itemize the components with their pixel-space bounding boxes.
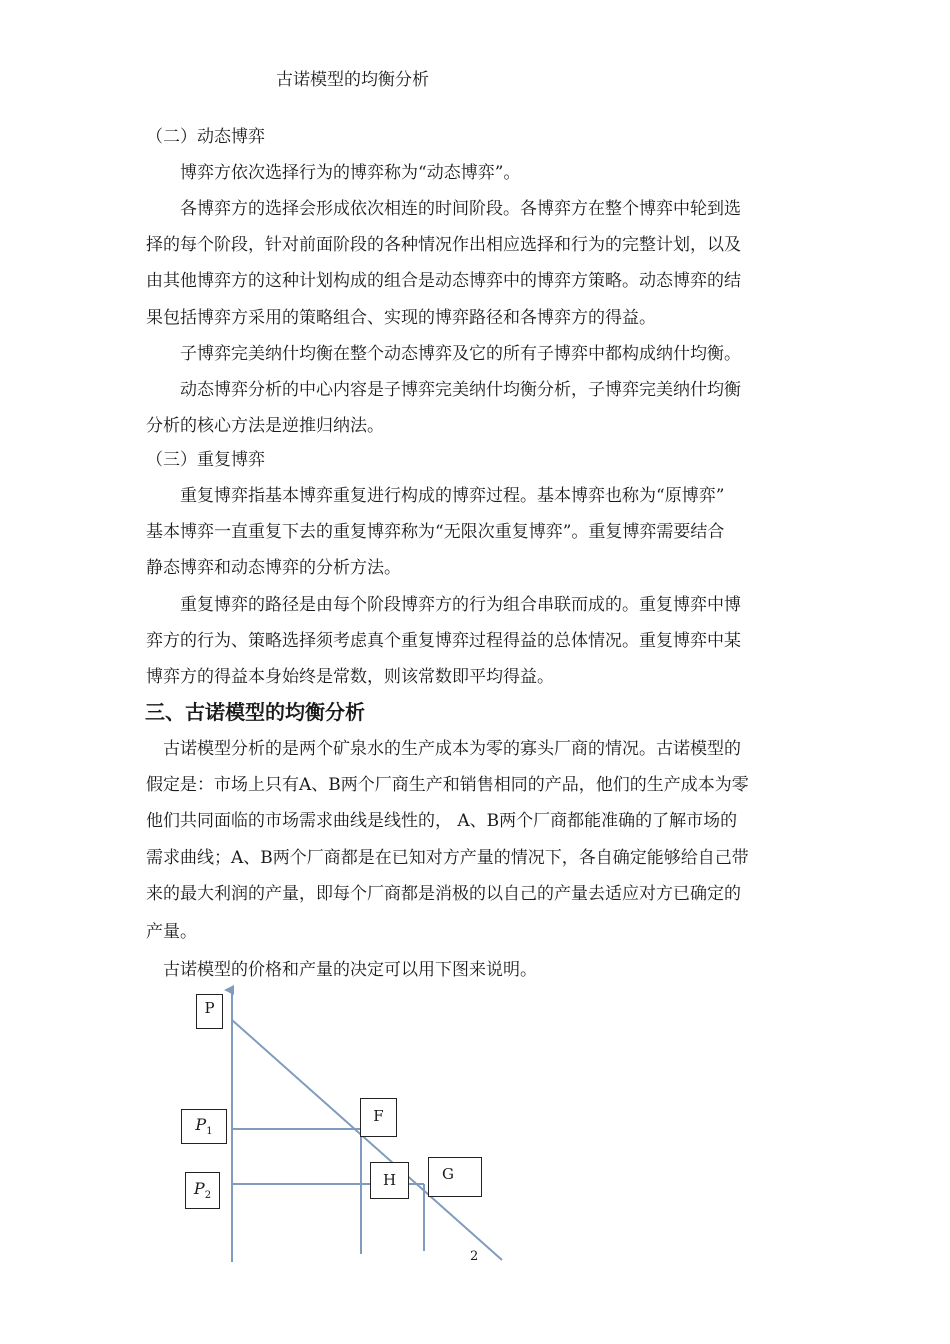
paragraph-line: 产量。 — [146, 922, 197, 942]
paragraph-line: 择的每个阶段，针对前面阶段的各种情况作出相应选择和行为的完整计划，以及 — [146, 235, 741, 255]
paragraph-line: 假定是：市场上只有A、B两个厂商生产和销售相同的产品，他们的生产成本为零 — [146, 775, 749, 795]
demand-curve — [232, 1020, 502, 1260]
point-h-label-box — [370, 1162, 409, 1199]
price-axis-label-box — [196, 994, 223, 1029]
paragraph-line: 博弈方的得益本身始终是常数，则该常数即平均得益。 — [146, 667, 554, 687]
p1-label: P — [195, 1115, 207, 1134]
point-g-label: G — [442, 1165, 454, 1183]
paragraph-line: 重复博弈的路径是由每个阶段博弈方的行为组合串联而成的。重复博弈中博 — [146, 595, 741, 615]
p1-subscript: 1 — [206, 1126, 213, 1137]
p1-label-box — [181, 1109, 227, 1144]
point-f-label-box — [360, 1098, 397, 1137]
paragraph-line: 由其他博弈方的这种计划构成的组合是动态博弈中的博弈方策略。动态博弈的结 — [146, 271, 741, 291]
paragraph-line: 重复博弈指基本博弈重复进行构成的博弈过程。基本博弈也称为“原博弈” — [146, 486, 725, 506]
subheading-repeated-game: （三）重复博弈 — [146, 450, 265, 470]
page-number: 2 — [470, 1249, 479, 1264]
paragraph-line: 古诺模型的价格和产量的决定可以用下图来说明。 — [146, 960, 537, 980]
p2-subscript: 2 — [204, 1190, 212, 1201]
p2-label-box — [185, 1172, 220, 1209]
paragraph-line: 他们共同面临的市场需求曲线是线性的， A、B两个厂商都能准确的了解市场的 — [146, 811, 738, 831]
paragraph-line: 需求曲线；A、B两个厂商都是在已知对方产量的情况下，各自确定能够给自己带 — [146, 848, 749, 868]
paragraph-line: 果包括博弈方采用的策略组合、实现的博弈路径和各博弈方的得益。 — [146, 308, 656, 328]
p2-label: P — [193, 1179, 205, 1198]
paragraph-line: 动态博弈分析的中心内容是子博弈完美纳什均衡分析，子博弈完美纳什均衡 — [146, 380, 741, 400]
paragraph-line: 弈方的行为、策略选择须考虑真个重复博弈过程得益的总体情况。重复博弈中某 — [146, 631, 741, 651]
section-title: 三、古诺模型的均衡分析 — [145, 700, 365, 724]
price-axis-label: P — [204, 999, 215, 1017]
point-f-label: F — [373, 1107, 384, 1125]
paragraph-line: 各博弈方的选择会形成依次相连的时间阶段。各博弈方在整个博弈中轮到选 — [146, 199, 741, 219]
point-g-label-box — [428, 1157, 482, 1197]
paragraph-line: 来的最大利润的产量，即每个厂商都是消极的以自己的产量去适应对方已确定的 — [146, 884, 741, 904]
subheading-dynamic-game: （二）动态博弈 — [146, 127, 265, 147]
paragraph-line: 基本博弈一直重复下去的重复博弈称为“无限次重复博弈”。重复博弈需要结合 — [146, 522, 725, 542]
paragraph-line: 分析的核心方法是逆推归纳法。 — [146, 416, 384, 436]
point-h-label: H — [382, 1171, 397, 1189]
paragraph-line: 静态博弈和动态博弈的分析方法。 — [146, 558, 401, 578]
paragraph-line: 博弈方依次选择行为的博弈称为“动态博弈”。 — [146, 163, 521, 183]
paragraph-line: 古诺模型分析的是两个矿泉水的生产成本为零的寡头厂商的情况。古诺模型的 — [146, 739, 741, 759]
paragraph-line: 子博弈完美纳什均衡在整个动态博弈及它的所有子博弈中都构成纳什均衡。 — [146, 344, 741, 364]
page-header: 古诺模型的均衡分析 — [276, 70, 429, 90]
